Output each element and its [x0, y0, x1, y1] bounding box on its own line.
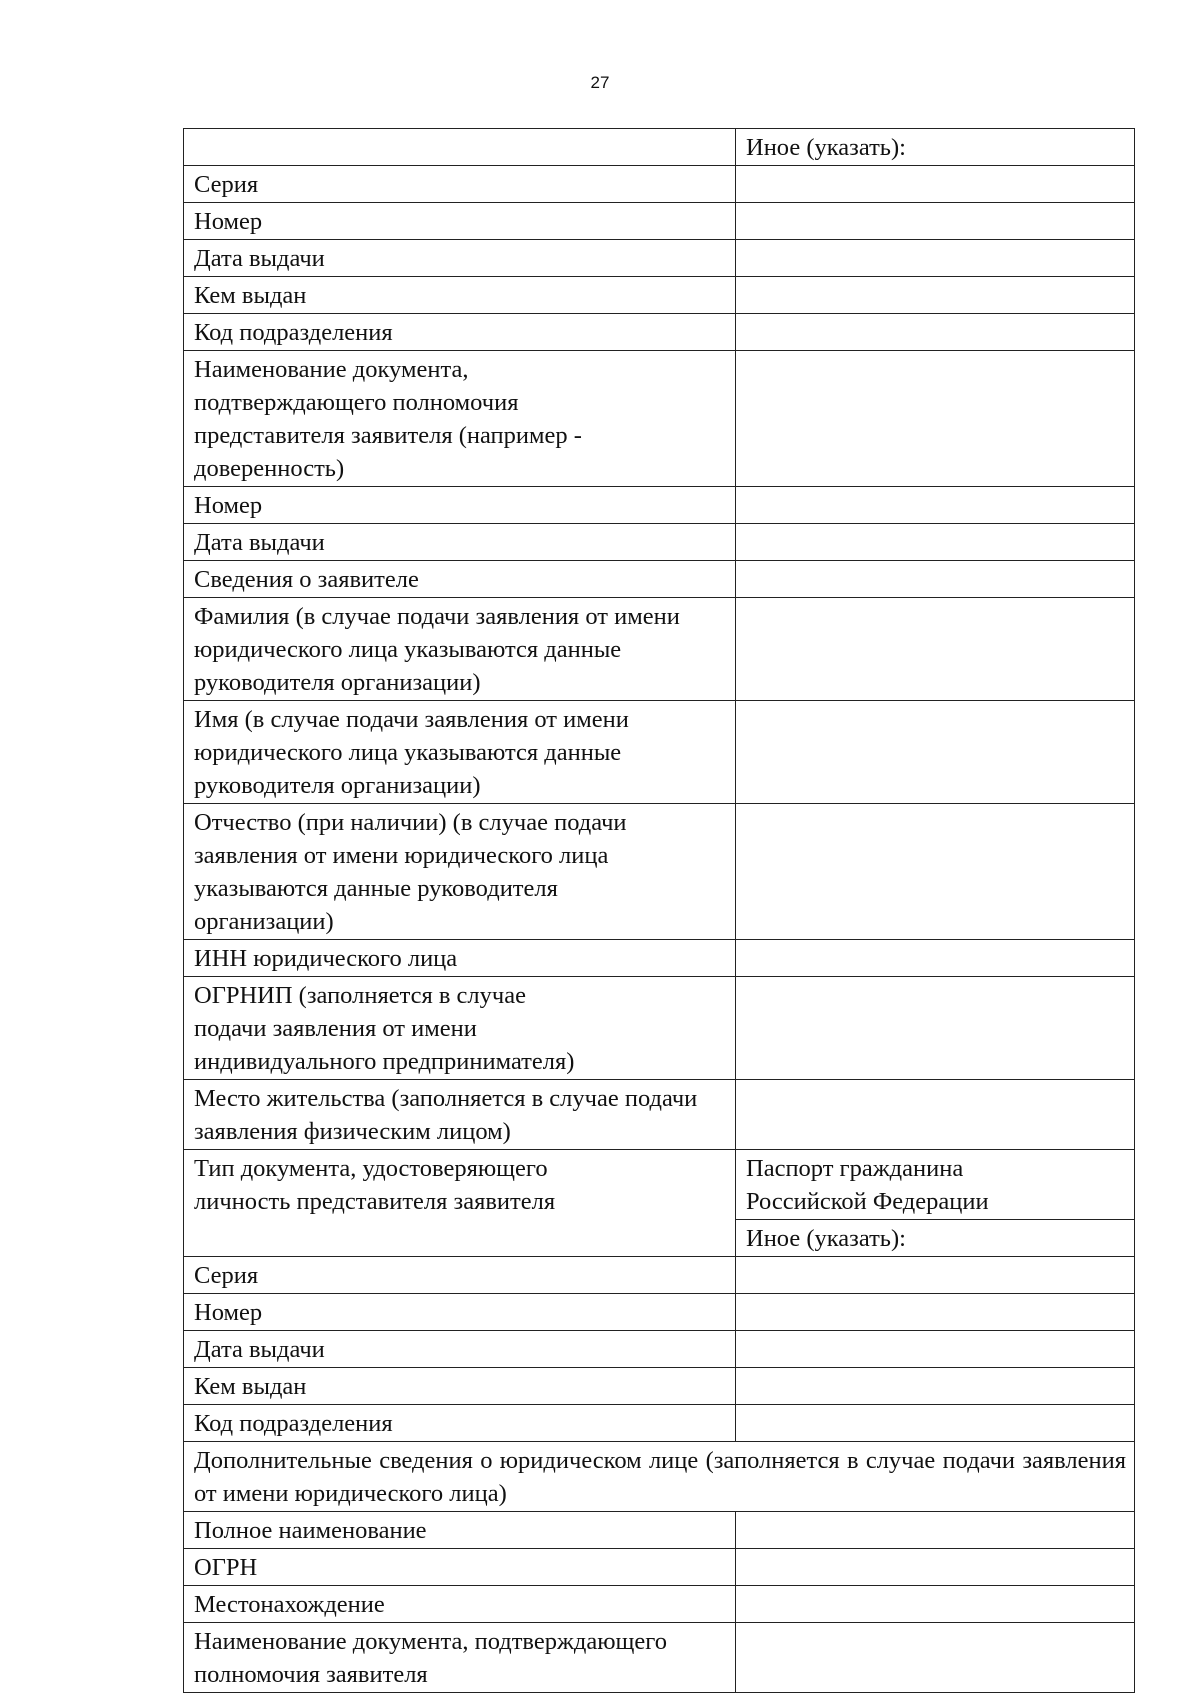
- field-value[interactable]: [736, 1586, 1135, 1623]
- doc-type-option-passport[interactable]: Паспорт гражданина Российской Федерации: [736, 1150, 1135, 1220]
- table-row: [184, 977, 1135, 1080]
- field-value[interactable]: [736, 1549, 1135, 1586]
- table-row: [184, 1150, 1135, 1220]
- table-row: [184, 1368, 1135, 1405]
- field-label: ИНН юридического лица: [184, 940, 736, 977]
- page-number: 27: [590, 73, 610, 92]
- table-row: [184, 598, 1135, 701]
- table-row: [184, 940, 1135, 977]
- table-row: [184, 203, 1135, 240]
- table-row: [184, 240, 1135, 277]
- field-value[interactable]: [736, 940, 1135, 977]
- doc-type-label: Тип документа, удостоверяющего личность представителя заявителя: [184, 1150, 736, 1257]
- table-row: [184, 166, 1135, 203]
- field-label: Имя (в случае подачи заявления от имени юридического лица указываются данные руководителя организации): [184, 701, 736, 804]
- field-value[interactable]: Иное (указать):: [736, 129, 1135, 166]
- field-value[interactable]: [736, 561, 1135, 598]
- field-label: Кем выдан: [184, 1368, 736, 1405]
- table-row: [184, 1549, 1135, 1586]
- table-row: [184, 804, 1135, 940]
- field-value[interactable]: [736, 1257, 1135, 1294]
- table-row: [184, 1331, 1135, 1368]
- table-row: [184, 351, 1135, 487]
- field-value[interactable]: [736, 351, 1135, 487]
- field-label: ОГРН: [184, 1549, 736, 1586]
- field-value[interactable]: [736, 1405, 1135, 1442]
- field-label: [184, 129, 736, 166]
- field-value[interactable]: [736, 977, 1135, 1080]
- field-label: Полное наименование: [184, 1512, 736, 1549]
- table-row: [184, 701, 1135, 804]
- field-value[interactable]: [736, 1512, 1135, 1549]
- field-value[interactable]: [736, 203, 1135, 240]
- table-row: [184, 561, 1135, 598]
- field-label: ОГРНИП (заполняется в случае подачи заявления от имени индивидуального предпринимателя): [184, 977, 736, 1080]
- field-value[interactable]: [736, 598, 1135, 701]
- field-value[interactable]: [736, 1080, 1135, 1150]
- table-row: [184, 1512, 1135, 1549]
- table-row: [184, 1294, 1135, 1331]
- field-label: Код подразделения: [184, 1405, 736, 1442]
- application-form-table: [183, 128, 1135, 1693]
- field-label: Номер: [184, 1294, 736, 1331]
- table-row: [184, 524, 1135, 561]
- field-value[interactable]: [736, 804, 1135, 940]
- field-value[interactable]: [736, 166, 1135, 203]
- table-row: [184, 314, 1135, 351]
- field-label: Отчество (при наличии) (в случае подачи заявления от имени юридического лица указываются данные руководителя организации): [184, 804, 736, 940]
- field-value[interactable]: [736, 277, 1135, 314]
- field-value[interactable]: [736, 240, 1135, 277]
- field-label: Наименование документа, подтверждающего полномочия заявителя: [184, 1623, 736, 1693]
- field-label: Серия: [184, 1257, 736, 1294]
- field-label: Серия: [184, 166, 736, 203]
- field-value[interactable]: [736, 1368, 1135, 1405]
- table-row: [184, 487, 1135, 524]
- field-label: Код подразделения: [184, 314, 736, 351]
- table-row: [184, 277, 1135, 314]
- table-row: [184, 1257, 1135, 1294]
- field-value[interactable]: [736, 314, 1135, 351]
- field-value[interactable]: [736, 701, 1135, 804]
- field-value[interactable]: [736, 524, 1135, 561]
- table-row: [184, 1442, 1135, 1512]
- field-label: Дата выдачи: [184, 240, 736, 277]
- field-label: Дата выдачи: [184, 1331, 736, 1368]
- table-row: [184, 1586, 1135, 1623]
- table-row: [184, 1405, 1135, 1442]
- field-label: Местонахождение: [184, 1586, 736, 1623]
- field-label: Номер: [184, 203, 736, 240]
- field-label: Кем выдан: [184, 277, 736, 314]
- field-label: Номер: [184, 487, 736, 524]
- field-value[interactable]: [736, 1623, 1135, 1693]
- field-label: Место жительства (заполняется в случае подачи заявления физическим лицом): [184, 1080, 736, 1150]
- field-value[interactable]: [736, 1294, 1135, 1331]
- field-label: Сведения о заявителе: [184, 561, 736, 598]
- field-label: Фамилия (в случае подачи заявления от имени юридического лица указываются данные руководителя организации): [184, 598, 736, 701]
- field-value[interactable]: [736, 1331, 1135, 1368]
- field-value[interactable]: [736, 487, 1135, 524]
- section-heading-additional-info: Дополнительные сведения о юридическом лице (заполняется в случае подачи заявления от имени юридического лица): [184, 1442, 1135, 1512]
- table-row: [184, 1080, 1135, 1150]
- field-label: Наименование документа, подтверждающего полномочия представителя заявителя (например - доверенность): [184, 351, 736, 487]
- table-row: [184, 1623, 1135, 1693]
- doc-type-option-other[interactable]: Иное (указать):: [736, 1220, 1135, 1257]
- field-label: Дата выдачи: [184, 524, 736, 561]
- table-row: [184, 129, 1135, 166]
